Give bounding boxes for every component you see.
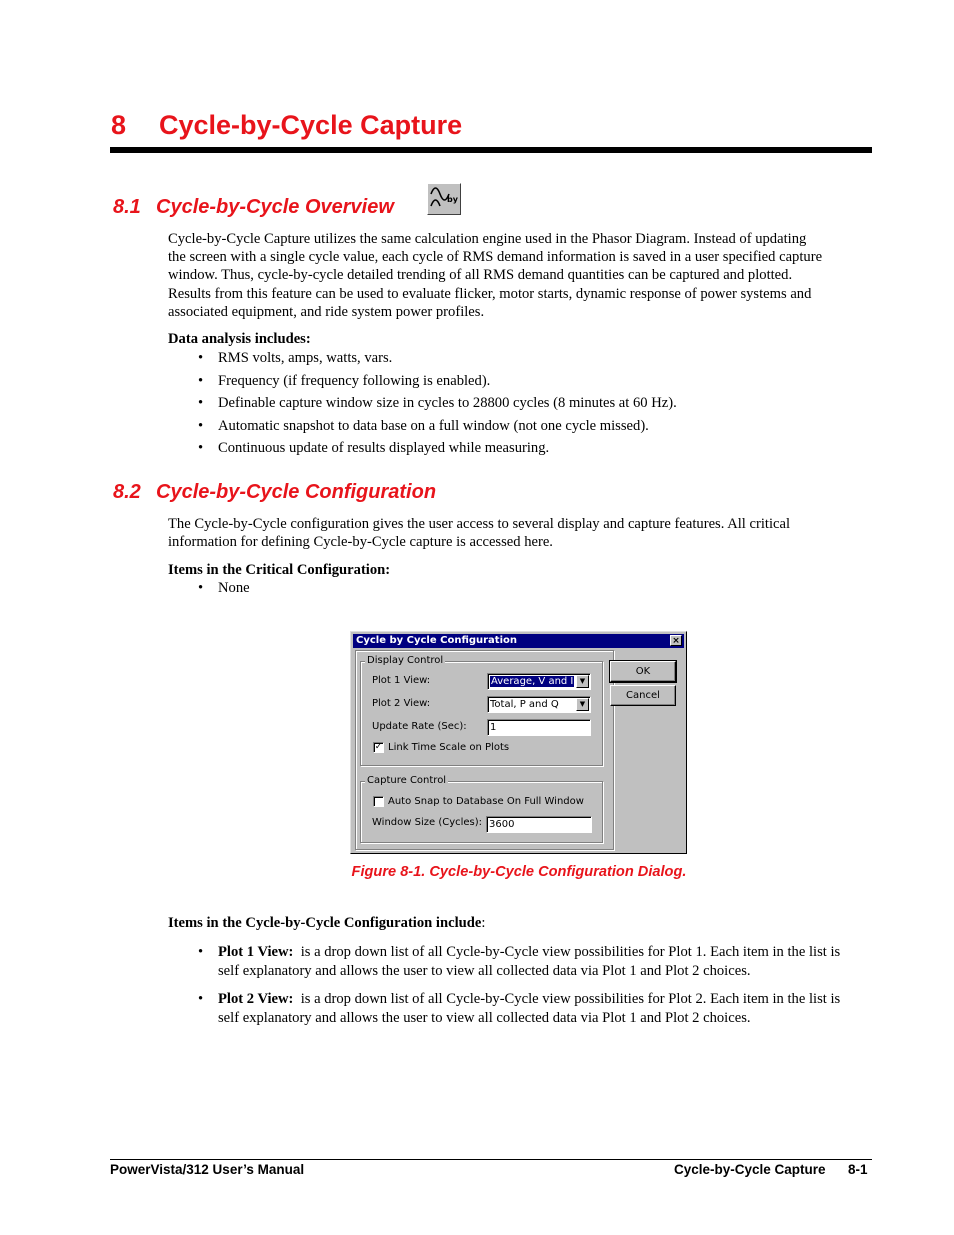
item-term: Plot 1 View: [218,944,294,960]
update-rate-label: Update Rate (Sec): [372,721,467,732]
plot2-label: Plot 2 View: [372,698,431,709]
config-items-heading [168,915,485,932]
paragraph-line: Cycle-by-Cycle Capture utilizes the same calculation engine used in the Phasor Diagram. Instead of updating [168,231,807,247]
section-number: 8.1 [113,196,141,218]
plot1-label: Plot 1 View: [372,675,431,686]
capture-control-label: Capture Control [367,775,447,786]
data-analysis-heading: Data analysis includes: [168,331,311,347]
close-icon[interactable]: × [670,635,682,646]
heading-colon: : [481,915,486,931]
auto-snap-checkbox[interactable] [373,796,384,807]
icon-by-label: by [447,195,458,204]
critical-config-list [168,580,250,603]
auto-snap-label: Auto Snap to Database On Full Window [388,796,584,807]
capture-control-group [360,781,603,843]
plot1-value: Average, V and I [491,676,574,687]
section-heading-configuration [113,481,436,504]
list-item: • None [168,580,250,603]
paragraph-line: associated equipment, and ride system power profiles. [168,303,485,320]
figure-caption: Figure 8-1. Cycle-by-Cycle Configuration Dialog. [351,864,687,880]
paragraph-line: window. Thus, cycle-by-cycle detailed trending of all RMS demand quantities can be captured and plotted. [168,267,793,284]
chapter-heading [111,110,873,148]
link-time-scale-checkbox[interactable]: ✓ [374,742,383,752]
display-control-label: Display Control [367,655,444,666]
plot2-value: Total, P and Q [490,699,559,710]
paragraph-line: the screen with a single cycle value, each cycle of RMS demand information is saved in a user specified capture [168,249,823,266]
footer-manual-title: PowerVista/312 User’s Manual [110,1162,305,1177]
section-heading-overview [113,196,394,219]
list-item [168,943,868,981]
list-item [168,990,868,1028]
item-description: is a drop down list of all Cycle-by-Cycle view possibilities for Plot 2. Each item in the list is self explanatory and allows the user to view all collected data via Plot 1 and Plot 2 choices. [218,991,841,1026]
item-description: is a drop down list of all Cycle-by-Cycle view possibilities for Plot 1. Each item in the list is self explanatory and allows the user to view all collected data via Plot 1 and Plot 2 choices. [218,944,841,979]
data-analysis-list [168,350,677,463]
chapter-title: Cycle-by-Cycle Capture [159,110,463,140]
config-items-list [168,943,868,1037]
footer-rule [110,1159,872,1160]
list-item: • Continuous update of results displayed while measuring. [168,440,677,463]
configuration-paragraph [168,515,868,551]
chevron-down-icon[interactable]: ▼ [576,675,589,688]
section-number: 8.2 [113,481,141,503]
cancel-button[interactable]: Cancel [610,685,676,706]
plot1-select[interactable] [487,673,591,690]
section-title: Cycle-by-Cycle Overview [156,196,394,218]
chevron-down-icon[interactable]: ▼ [576,698,589,711]
list-item: • Automatic snapshot to data base on a full window (not one cycle missed). [168,418,677,441]
plot2-select[interactable] [487,696,591,713]
dialog-title-bar [353,634,684,648]
footer-page-number: 8-1 [848,1162,868,1177]
item-term: Plot 2 View: [218,991,294,1007]
critical-config-heading: Items in the Critical Configuration: [168,562,391,578]
cycle-config-dialog [350,631,687,854]
link-time-scale-label: Link Time Scale on Plots [388,742,510,753]
paragraph-line: information for defining Cycle-by-Cycle capture is accessed here. [168,534,553,551]
config-items-heading-text: Items in the Cycle-by-Cycle Configuration include [168,915,482,931]
dialog-title: Cycle by Cycle Configuration [356,635,518,646]
cycle-by-cycle-icon [427,183,461,215]
chapter-number: 8 [111,110,127,140]
list-item: • RMS volts, amps, watts, vars. [168,350,677,373]
window-size-input[interactable]: 3600 [486,816,592,833]
chapter-rule [110,147,872,153]
footer-section-name: Cycle-by-Cycle Capture [674,1162,826,1177]
list-item: • Frequency (if frequency following is enabled). [168,373,677,396]
list-item: • Definable capture window size in cycles to 28800 cycles (8 minutes at 60 Hz). [168,395,677,418]
window-size-label: Window Size (Cycles): [372,817,483,828]
update-rate-input[interactable]: 1 [487,719,591,736]
paragraph-line: The Cycle-by-Cycle configuration gives the user access to several display and capture features. All critical [168,516,791,532]
overview-paragraph [168,230,868,321]
ok-button[interactable]: OK [610,661,676,682]
section-title: Cycle-by-Cycle Configuration [156,481,437,503]
paragraph-line: Results from this feature can be used to evaluate flicker, motor starts, dynamic response of power systems and [168,285,812,302]
